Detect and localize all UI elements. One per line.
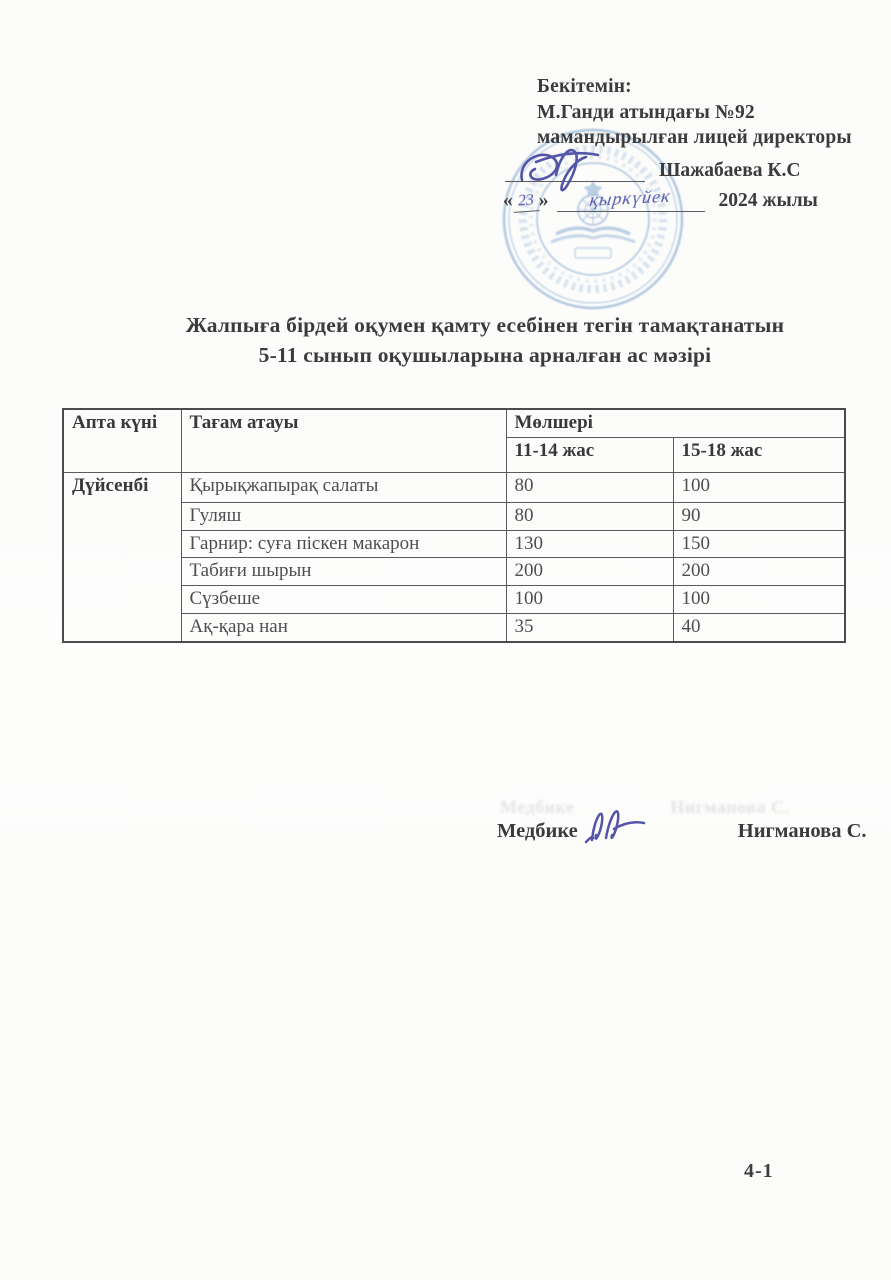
document-title	[70, 310, 891, 370]
quote-open: «	[503, 190, 513, 211]
table-row	[63, 586, 845, 614]
dish-cell: Гуляш	[181, 502, 506, 530]
amount-cell: 150	[673, 530, 845, 558]
title-line2: 5-11 сынып оқушыларына арналған ас мәзірі	[258, 343, 712, 367]
page-number: 4-1	[744, 1160, 774, 1182]
nurse-signature-row	[497, 820, 867, 843]
quote-close: »	[538, 190, 549, 211]
header-age-15-18: 15-18 жас	[673, 437, 845, 472]
amount-cell: 40	[673, 613, 845, 641]
nurse-label: Медбике	[497, 820, 578, 842]
nurse-name: Нигманова С.	[737, 820, 867, 842]
approve-label: Бекітемін:	[537, 76, 632, 97]
table-row	[63, 558, 845, 586]
table-row	[63, 613, 845, 641]
title-line1: Жалпыға бірдей оқумен қамту есебінен тегін тамақтанатын	[185, 313, 785, 337]
day-cell: Дүйсенбі	[63, 472, 181, 641]
dish-cell: Ақ-қара нан	[181, 613, 506, 641]
table-row	[63, 502, 845, 530]
amount-cell: 200	[506, 558, 673, 586]
header-day: Апта күні	[63, 409, 181, 472]
director-name: Шажабаева К.С	[659, 160, 801, 181]
table-row	[63, 472, 845, 502]
amount-cell: 100	[673, 586, 845, 614]
approval-block	[537, 74, 889, 151]
amount-cell: 130	[506, 530, 673, 558]
org-name-line1: М.Ганди атындағы №92	[537, 101, 755, 123]
nurse-signature-icon	[578, 798, 650, 852]
amount-cell: 100	[506, 586, 673, 614]
org-name-line2: мамандырылған лицей директоры	[537, 127, 852, 148]
bleed-through-ghost-text: Медбике Нигманова С.	[500, 797, 790, 817]
amount-cell: 90	[673, 502, 845, 530]
dish-cell: Табиғи шырын	[181, 558, 506, 586]
amount-cell: 80	[506, 472, 673, 502]
date-year: 2024 жылы	[718, 190, 818, 211]
dish-cell: Гарнир: суға піскен макарон	[181, 530, 506, 558]
handwritten-month: қыркүйек	[588, 185, 673, 211]
amount-cell: 100	[673, 472, 845, 502]
director-signature-icon	[512, 142, 632, 200]
header-age-11-14: 11-14 жас	[506, 437, 673, 472]
header-dish: Тағам атауы	[181, 409, 506, 472]
table-row	[63, 530, 845, 558]
dish-cell: Қырықжапырақ салаты	[181, 472, 506, 502]
amount-cell: 80	[506, 502, 673, 530]
menu-table-container	[62, 408, 846, 643]
amount-cell: 200	[673, 558, 845, 586]
menu-table	[62, 408, 846, 643]
header-amount: Мөлшері	[506, 409, 845, 437]
handwritten-day: 23	[512, 191, 539, 213]
amount-cell: 35	[506, 613, 673, 641]
dish-cell: Сүзбеше	[181, 586, 506, 614]
